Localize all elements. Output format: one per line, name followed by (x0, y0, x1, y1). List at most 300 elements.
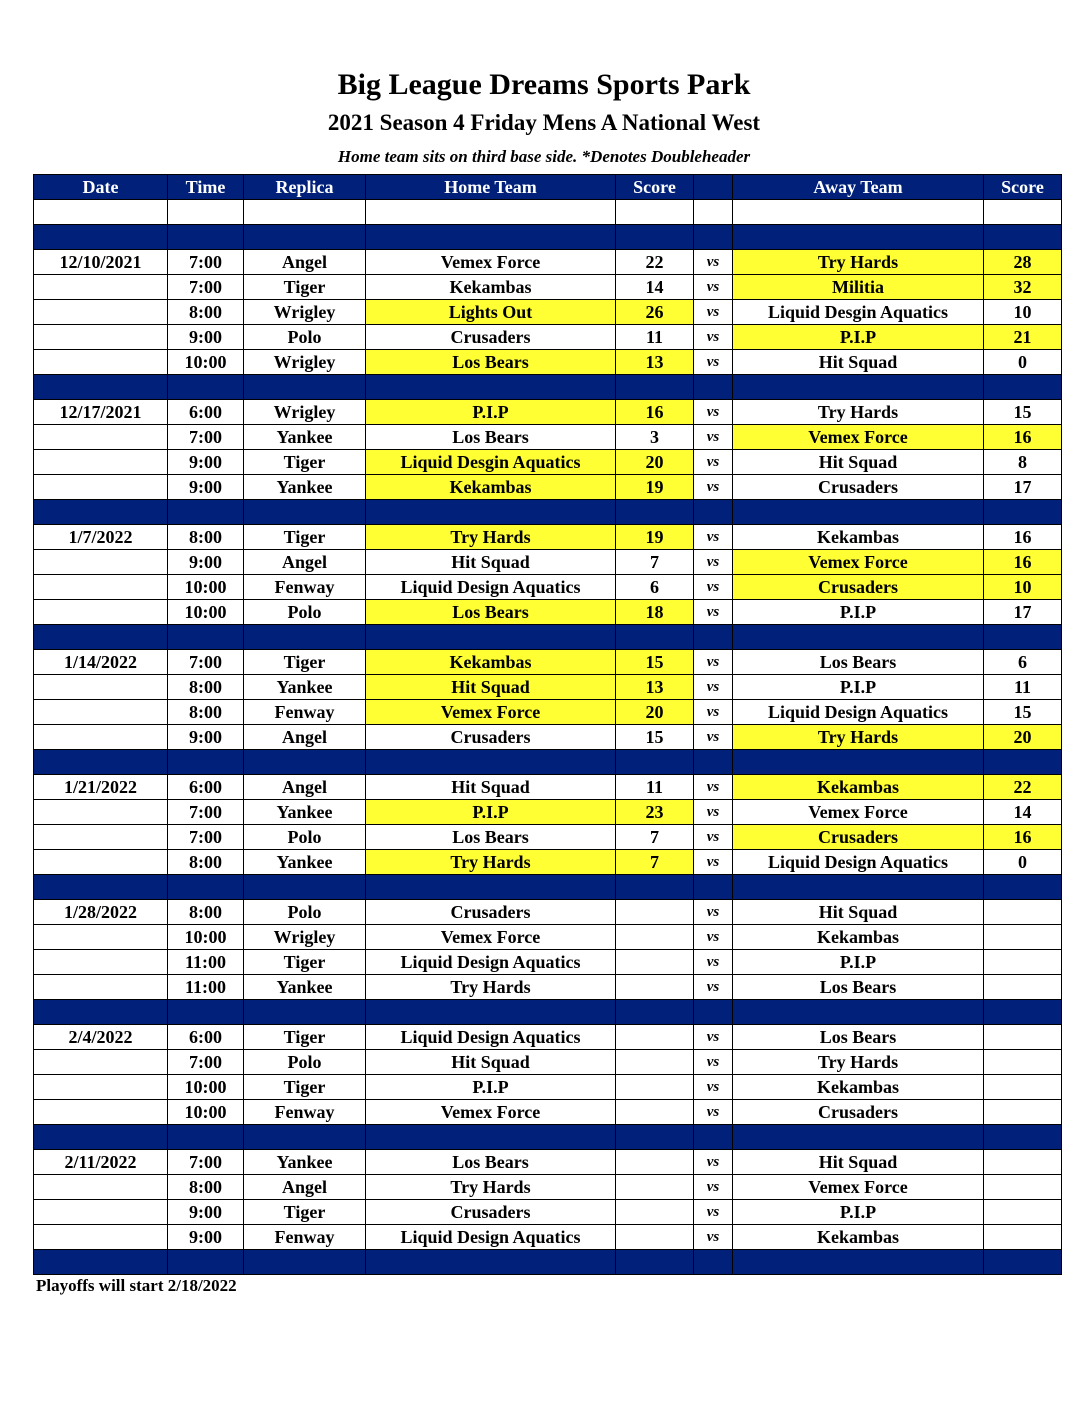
game-date (34, 1225, 168, 1250)
home-score: 18 (616, 600, 694, 625)
away-team: Kekambas (733, 1225, 984, 1250)
game-replica: Wrigley (244, 300, 366, 325)
game-replica: Yankee (244, 800, 366, 825)
home-score: 26 (616, 300, 694, 325)
blank-cell (616, 200, 694, 225)
home-score (616, 1225, 694, 1250)
spacer-cell (244, 500, 366, 525)
away-score (984, 1175, 1062, 1200)
blank-cell (168, 200, 244, 225)
away-team: Crusaders (733, 825, 984, 850)
game-date (34, 1100, 168, 1125)
game-replica: Polo (244, 825, 366, 850)
home-team: Hit Squad (366, 775, 616, 800)
home-score: 19 (616, 475, 694, 500)
vs-label: vs (694, 1100, 733, 1125)
vs-label: vs (694, 350, 733, 375)
game-date (34, 1175, 168, 1200)
game-time: 6:00 (168, 775, 244, 800)
game-replica: Yankee (244, 475, 366, 500)
blank-cell (34, 200, 168, 225)
home-score: 11 (616, 325, 694, 350)
home-team: Try Hards (366, 1175, 616, 1200)
away-score (984, 925, 1062, 950)
away-team: Crusaders (733, 1100, 984, 1125)
spacer-cell (168, 1250, 244, 1275)
game-replica: Fenway (244, 575, 366, 600)
spacer-cell (168, 375, 244, 400)
home-score (616, 1050, 694, 1075)
vs-label: vs (694, 950, 733, 975)
spacer-cell (168, 875, 244, 900)
spacer-cell (168, 225, 244, 250)
vs-label: vs (694, 525, 733, 550)
vs-label: vs (694, 1025, 733, 1050)
spacer-cell (366, 875, 616, 900)
away-score: 22 (984, 775, 1062, 800)
column-header-date: Date (34, 175, 168, 200)
home-team: Vemex Force (366, 700, 616, 725)
home-score: 16 (616, 400, 694, 425)
game-time: 7:00 (168, 1050, 244, 1075)
game-row (34, 1150, 1062, 1175)
spacer-cell (616, 1250, 694, 1275)
game-replica: Wrigley (244, 400, 366, 425)
game-replica: Tiger (244, 950, 366, 975)
home-score: 14 (616, 275, 694, 300)
vs-label: vs (694, 675, 733, 700)
column-header-vs (694, 175, 733, 200)
spacer-cell (984, 500, 1062, 525)
home-score: 23 (616, 800, 694, 825)
game-replica: Angel (244, 550, 366, 575)
away-team: Hit Squad (733, 900, 984, 925)
game-time: 11:00 (168, 975, 244, 1000)
home-team: Kekambas (366, 650, 616, 675)
column-header-home-score: Score (616, 175, 694, 200)
spacer-cell (733, 875, 984, 900)
away-score: 6 (984, 650, 1062, 675)
home-score: 6 (616, 575, 694, 600)
game-time: 8:00 (168, 850, 244, 875)
away-team: Hit Squad (733, 450, 984, 475)
game-date (34, 950, 168, 975)
spacer-cell (34, 225, 168, 250)
game-replica: Yankee (244, 850, 366, 875)
spacer-cell (168, 1125, 244, 1150)
spacer-cell (244, 750, 366, 775)
home-team: Los Bears (366, 350, 616, 375)
week-separator (34, 375, 1062, 400)
game-date: 12/10/2021 (34, 250, 168, 275)
spacer-cell (733, 1250, 984, 1275)
vs-label: vs (694, 400, 733, 425)
game-date (34, 550, 168, 575)
spacer-cell (733, 750, 984, 775)
spacer-cell (366, 1250, 616, 1275)
vs-label: vs (694, 700, 733, 725)
vs-label: vs (694, 975, 733, 1000)
vs-label: vs (694, 550, 733, 575)
game-row (34, 675, 1062, 700)
spacer-cell (694, 225, 733, 250)
game-date (34, 575, 168, 600)
game-time: 9:00 (168, 550, 244, 575)
week-separator (34, 1125, 1062, 1150)
page-subtitle: 2021 Season 4 Friday Mens A National West (327, 110, 761, 135)
away-score: 10 (984, 575, 1062, 600)
home-score: 20 (616, 700, 694, 725)
playoffs-note: Playoffs will start 2/18/2022 (36, 1276, 237, 1295)
home-score: 7 (616, 850, 694, 875)
home-team: Liquid Design Aquatics (366, 950, 616, 975)
game-row (34, 1075, 1062, 1100)
spacer-cell (366, 750, 616, 775)
game-date (34, 300, 168, 325)
home-team: Hit Squad (366, 550, 616, 575)
spacer-cell (616, 500, 694, 525)
schedule-note: Home team sits on third base side. *Denotes Doubleheader (337, 147, 751, 166)
game-row (34, 1025, 1062, 1050)
week-separator (34, 625, 1062, 650)
game-date (34, 1050, 168, 1075)
spacer-cell (366, 375, 616, 400)
spacer-cell (168, 750, 244, 775)
spacer-cell (34, 1250, 168, 1275)
column-header-time: Time (168, 175, 244, 200)
game-row (34, 1100, 1062, 1125)
game-replica: Tiger (244, 275, 366, 300)
away-score: 11 (984, 675, 1062, 700)
spacer-cell (244, 875, 366, 900)
away-team: Los Bears (733, 975, 984, 1000)
away-score: 10 (984, 300, 1062, 325)
away-team: Liquid Design Aquatics (733, 850, 984, 875)
game-row (34, 975, 1062, 1000)
game-date (34, 850, 168, 875)
game-time: 7:00 (168, 275, 244, 300)
spacer-cell (616, 750, 694, 775)
game-time: 7:00 (168, 825, 244, 850)
game-time: 10:00 (168, 1075, 244, 1100)
away-score (984, 975, 1062, 1000)
game-row (34, 1050, 1062, 1075)
week-separator (34, 500, 1062, 525)
header-row (34, 175, 1062, 200)
game-replica: Fenway (244, 700, 366, 725)
home-team: Lights Out (366, 300, 616, 325)
spacer-cell (366, 1000, 616, 1025)
spacer-cell (34, 500, 168, 525)
game-time: 9:00 (168, 1200, 244, 1225)
away-score (984, 1225, 1062, 1250)
game-row (34, 275, 1062, 300)
vs-label: vs (694, 775, 733, 800)
game-time: 9:00 (168, 450, 244, 475)
spacer-cell (694, 875, 733, 900)
spacer-cell (244, 1250, 366, 1275)
home-team: P.I.P (366, 1075, 616, 1100)
game-time: 6:00 (168, 400, 244, 425)
spacer-cell (733, 375, 984, 400)
game-date (34, 725, 168, 750)
home-score (616, 1075, 694, 1100)
away-team: P.I.P (733, 325, 984, 350)
away-team: Kekambas (733, 525, 984, 550)
away-team: P.I.P (733, 600, 984, 625)
away-team: Hit Squad (733, 1150, 984, 1175)
spacer-cell (244, 375, 366, 400)
home-team: Los Bears (366, 600, 616, 625)
spacer-cell (34, 750, 168, 775)
game-time: 9:00 (168, 325, 244, 350)
game-time: 11:00 (168, 950, 244, 975)
game-row (34, 1225, 1062, 1250)
home-score (616, 1200, 694, 1225)
away-team: Kekambas (733, 925, 984, 950)
home-team: Hit Squad (366, 675, 616, 700)
game-time: 7:00 (168, 800, 244, 825)
game-date (34, 800, 168, 825)
game-date (34, 275, 168, 300)
game-replica: Wrigley (244, 350, 366, 375)
home-score: 19 (616, 525, 694, 550)
home-score: 7 (616, 825, 694, 850)
game-replica: Tiger (244, 450, 366, 475)
away-score: 20 (984, 725, 1062, 750)
vs-label: vs (694, 600, 733, 625)
week-separator (34, 750, 1062, 775)
vs-label: vs (694, 850, 733, 875)
game-time: 7:00 (168, 650, 244, 675)
away-team: Liquid Design Aquatics (733, 700, 984, 725)
spacer-cell (694, 1250, 733, 1275)
game-time: 9:00 (168, 725, 244, 750)
spacer-cell (984, 225, 1062, 250)
game-date (34, 350, 168, 375)
home-score (616, 1100, 694, 1125)
game-row (34, 650, 1062, 675)
spacer-cell (733, 1000, 984, 1025)
game-time: 6:00 (168, 1025, 244, 1050)
home-team: Try Hards (366, 850, 616, 875)
spacer-cell (984, 1000, 1062, 1025)
column-header-replica: Replica (244, 175, 366, 200)
away-score: 17 (984, 475, 1062, 500)
spacer-cell (984, 625, 1062, 650)
game-date (34, 325, 168, 350)
game-replica: Tiger (244, 525, 366, 550)
game-time: 9:00 (168, 1225, 244, 1250)
game-row (34, 475, 1062, 500)
game-replica: Yankee (244, 425, 366, 450)
vs-label: vs (694, 825, 733, 850)
vs-label: vs (694, 800, 733, 825)
home-team: Los Bears (366, 825, 616, 850)
spacer-cell (616, 1125, 694, 1150)
home-score (616, 1025, 694, 1050)
home-team: Vemex Force (366, 1100, 616, 1125)
column-header-away-team: Away Team (733, 175, 984, 200)
home-team: Try Hards (366, 975, 616, 1000)
vs-label: vs (694, 725, 733, 750)
game-replica: Yankee (244, 675, 366, 700)
away-team: Try Hards (733, 400, 984, 425)
game-date (34, 925, 168, 950)
away-score (984, 1150, 1062, 1175)
spacer-cell (733, 225, 984, 250)
away-score (984, 1100, 1062, 1125)
away-score: 15 (984, 400, 1062, 425)
spacer-cell (733, 1125, 984, 1150)
vs-label: vs (694, 900, 733, 925)
blank-cell (694, 200, 733, 225)
game-row (34, 725, 1062, 750)
game-row (34, 600, 1062, 625)
week-separator (34, 875, 1062, 900)
spacer-cell (694, 375, 733, 400)
spacer-cell (34, 1125, 168, 1150)
away-score: 16 (984, 425, 1062, 450)
game-time: 8:00 (168, 300, 244, 325)
spacer-cell (616, 375, 694, 400)
vs-label: vs (694, 1225, 733, 1250)
away-team: Crusaders (733, 575, 984, 600)
game-replica: Polo (244, 1050, 366, 1075)
vs-label: vs (694, 650, 733, 675)
game-time: 8:00 (168, 900, 244, 925)
game-replica: Wrigley (244, 925, 366, 950)
game-row (34, 950, 1062, 975)
game-replica: Tiger (244, 1200, 366, 1225)
spacer-cell (244, 1000, 366, 1025)
game-time: 10:00 (168, 350, 244, 375)
spacer-cell (244, 1125, 366, 1150)
home-team: P.I.P (366, 400, 616, 425)
spacer-cell (34, 875, 168, 900)
away-score (984, 1075, 1062, 1100)
game-date (34, 450, 168, 475)
game-time: 10:00 (168, 575, 244, 600)
game-row (34, 1200, 1062, 1225)
game-row (34, 1175, 1062, 1200)
game-row (34, 700, 1062, 725)
game-date: 12/17/2021 (34, 400, 168, 425)
home-team: Crusaders (366, 325, 616, 350)
spacer-cell (366, 500, 616, 525)
spacer-cell (984, 750, 1062, 775)
away-team: Vemex Force (733, 425, 984, 450)
spacer-cell (244, 225, 366, 250)
blank-row (34, 200, 1062, 225)
away-team: Vemex Force (733, 550, 984, 575)
game-row (34, 525, 1062, 550)
vs-label: vs (694, 325, 733, 350)
home-team: Kekambas (366, 275, 616, 300)
game-time: 8:00 (168, 675, 244, 700)
vs-label: vs (694, 1050, 733, 1075)
vs-label: vs (694, 275, 733, 300)
away-score (984, 1025, 1062, 1050)
away-team: Los Bears (733, 650, 984, 675)
home-team: Liquid Design Aquatics (366, 1225, 616, 1250)
game-time: 9:00 (168, 475, 244, 500)
game-date: 2/4/2022 (34, 1025, 168, 1050)
spacer-cell (244, 625, 366, 650)
away-score: 16 (984, 550, 1062, 575)
vs-label: vs (694, 250, 733, 275)
vs-label: vs (694, 925, 733, 950)
away-score: 17 (984, 600, 1062, 625)
game-replica: Polo (244, 600, 366, 625)
home-score (616, 900, 694, 925)
game-row (34, 350, 1062, 375)
game-date (34, 1200, 168, 1225)
game-row (34, 325, 1062, 350)
game-row (34, 450, 1062, 475)
vs-label: vs (694, 425, 733, 450)
game-date (34, 1075, 168, 1100)
home-team: Los Bears (366, 1150, 616, 1175)
game-date: 1/14/2022 (34, 650, 168, 675)
game-time: 7:00 (168, 1150, 244, 1175)
home-team: Crusaders (366, 1200, 616, 1225)
game-replica: Yankee (244, 1150, 366, 1175)
game-date: 1/28/2022 (34, 900, 168, 925)
away-team: P.I.P (733, 950, 984, 975)
away-score (984, 1200, 1062, 1225)
vs-label: vs (694, 300, 733, 325)
game-date (34, 675, 168, 700)
game-date: 2/11/2022 (34, 1150, 168, 1175)
home-team: Try Hards (366, 525, 616, 550)
spacer-cell (616, 1000, 694, 1025)
game-row (34, 550, 1062, 575)
game-time: 10:00 (168, 925, 244, 950)
spacer-cell (694, 500, 733, 525)
vs-label: vs (694, 475, 733, 500)
spacer-cell (733, 625, 984, 650)
game-row (34, 900, 1062, 925)
game-replica: Angel (244, 775, 366, 800)
away-team: Try Hards (733, 250, 984, 275)
spacer-cell (366, 625, 616, 650)
home-team: Vemex Force (366, 250, 616, 275)
game-date (34, 600, 168, 625)
game-date: 1/7/2022 (34, 525, 168, 550)
game-time: 8:00 (168, 525, 244, 550)
spacer-cell (34, 375, 168, 400)
home-score (616, 925, 694, 950)
game-replica: Yankee (244, 975, 366, 1000)
spacer-cell (366, 225, 616, 250)
spacer-cell (694, 1125, 733, 1150)
game-replica: Angel (244, 250, 366, 275)
away-score: 8 (984, 450, 1062, 475)
home-score: 15 (616, 650, 694, 675)
away-score: 16 (984, 825, 1062, 850)
game-replica: Angel (244, 1175, 366, 1200)
spacer-cell (733, 500, 984, 525)
spacer-cell (168, 625, 244, 650)
spacer-cell (984, 375, 1062, 400)
vs-label: vs (694, 1150, 733, 1175)
home-team: Crusaders (366, 900, 616, 925)
spacer-cell (984, 1125, 1062, 1150)
vs-label: vs (694, 575, 733, 600)
blank-cell (366, 200, 616, 225)
game-time: 8:00 (168, 1175, 244, 1200)
